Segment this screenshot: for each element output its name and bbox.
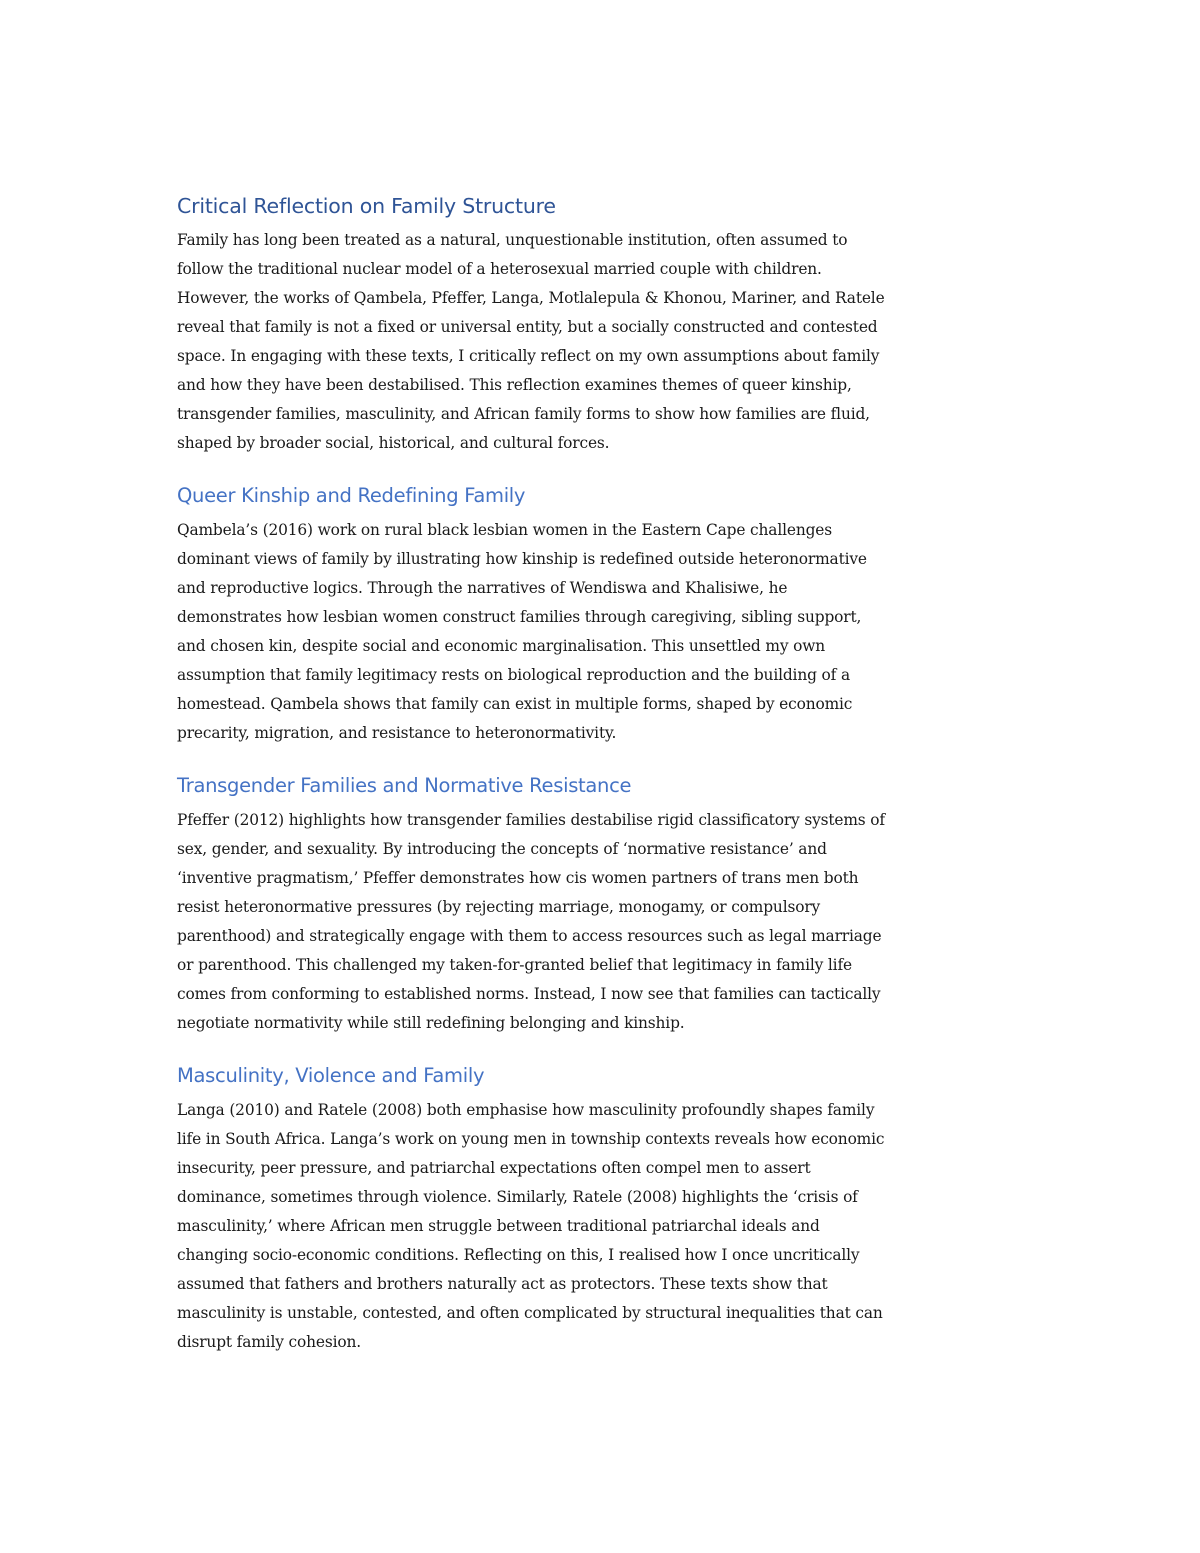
- section-paragraph: [177, 806, 1027, 1038]
- text-line: resist heteronormative pressures (by rejecting marriage, monogamy, or compulsory: [177, 898, 821, 916]
- section-paragraph: [177, 226, 1027, 458]
- section-paragraph: [177, 1096, 1027, 1357]
- text-line: follow the traditional nuclear model of a heterosexual married couple with children.: [177, 260, 822, 278]
- section-heading: Queer Kinship and Redefining Family: [177, 484, 526, 507]
- text-line: Pfeffer (2012) highlights how transgender families destabilise rigid classificatory systems of: [177, 811, 885, 829]
- text-line: life in South Africa. Langa’s work on young men in township contexts reveals how economic: [177, 1130, 885, 1148]
- text-line: sex, gender, and sexuality. By introducing the concepts of ‘normative resistance’ and: [177, 840, 827, 858]
- text-line: masculinity is unstable, contested, and often complicated by structural inequalities that can: [177, 1304, 883, 1322]
- text-line: homestead. Qambela shows that family can exist in multiple forms, shaped by economic: [177, 695, 853, 713]
- text-line: comes from conforming to established norms. Instead, I now see that families can tactically: [177, 985, 881, 1003]
- text-line: Langa (2010) and Ratele (2008) both emphasise how masculinity profoundly shapes family: [177, 1101, 875, 1119]
- section-transgender-families: [177, 768, 1027, 1038]
- text-line: assumed that fathers and brothers naturally act as protectors. These texts show that: [177, 1275, 828, 1293]
- section-paragraph: [177, 516, 1027, 748]
- text-line: However, the works of Qambela, Pfeffer, Langa, Motlalepula & Khonou, Mariner, and Ratele: [177, 289, 885, 307]
- text-line: and chosen kin, despite social and economic marginalisation. This unsettled my own: [177, 637, 826, 655]
- text-line: Family has long been treated as a natural, unquestionable institution, often assumed to: [177, 231, 848, 249]
- text-line: parenthood) and strategically engage with them to access resources such as legal marriage: [177, 927, 882, 945]
- text-line: dominance, sometimes through violence. Similarly, Ratele (2008) highlights the ‘crisis of: [177, 1188, 858, 1206]
- section-heading: Masculinity, Violence and Family: [177, 1064, 485, 1087]
- text-line: changing socio-economic conditions. Reflecting on this, I realised how I once uncritically: [177, 1246, 860, 1264]
- text-line: insecurity, peer pressure, and patriarchal expectations often compel men to assert: [177, 1159, 811, 1177]
- section-queer-kinship: [177, 478, 1027, 748]
- text-line: space. In engaging with these texts, I critically reflect on my own assumptions about family: [177, 347, 880, 365]
- text-line: reveal that family is not a fixed or universal entity, but a socially constructed and contested: [177, 318, 878, 336]
- text-line: ‘inventive pragmatism,’ Pfeffer demonstrates how cis women partners of trans men both: [177, 869, 859, 887]
- text-line: and how they have been destabilised. This reflection examines themes of queer kinship,: [177, 376, 852, 394]
- text-line: shaped by broader social, historical, and cultural forces.: [177, 434, 610, 452]
- section-masculinity: [177, 1058, 1027, 1357]
- text-line: Qambela’s (2016) work on rural black lesbian women in the Eastern Cape challenges: [177, 521, 832, 539]
- document-body: [177, 188, 1027, 1377]
- text-line: transgender families, masculinity, and African family forms to show how families are fluid,: [177, 405, 870, 423]
- text-line: masculinity,’ where African men struggle between traditional patriarchal ideals and: [177, 1217, 820, 1235]
- text-line: disrupt family cohesion.: [177, 1333, 361, 1351]
- text-line: or parenthood. This challenged my taken-for-granted belief that legitimacy in family life: [177, 956, 852, 974]
- section-heading: Critical Reflection on Family Structure: [177, 194, 556, 218]
- section-critical-reflection: [177, 188, 1027, 458]
- text-line: demonstrates how lesbian women construct families through caregiving, sibling support,: [177, 608, 862, 626]
- text-line: assumption that family legitimacy rests on biological reproduction and the building of a: [177, 666, 850, 684]
- text-line: precarity, migration, and resistance to heteronormativity.: [177, 724, 617, 742]
- text-line: and reproductive logics. Through the narratives of Wendiswa and Khalisiwe, he: [177, 579, 788, 597]
- section-heading: Transgender Families and Normative Resistance: [177, 774, 632, 797]
- text-line: negotiate normativity while still redefining belonging and kinship.: [177, 1014, 685, 1032]
- text-line: dominant views of family by illustrating how kinship is redefined outside heteronormative: [177, 550, 867, 568]
